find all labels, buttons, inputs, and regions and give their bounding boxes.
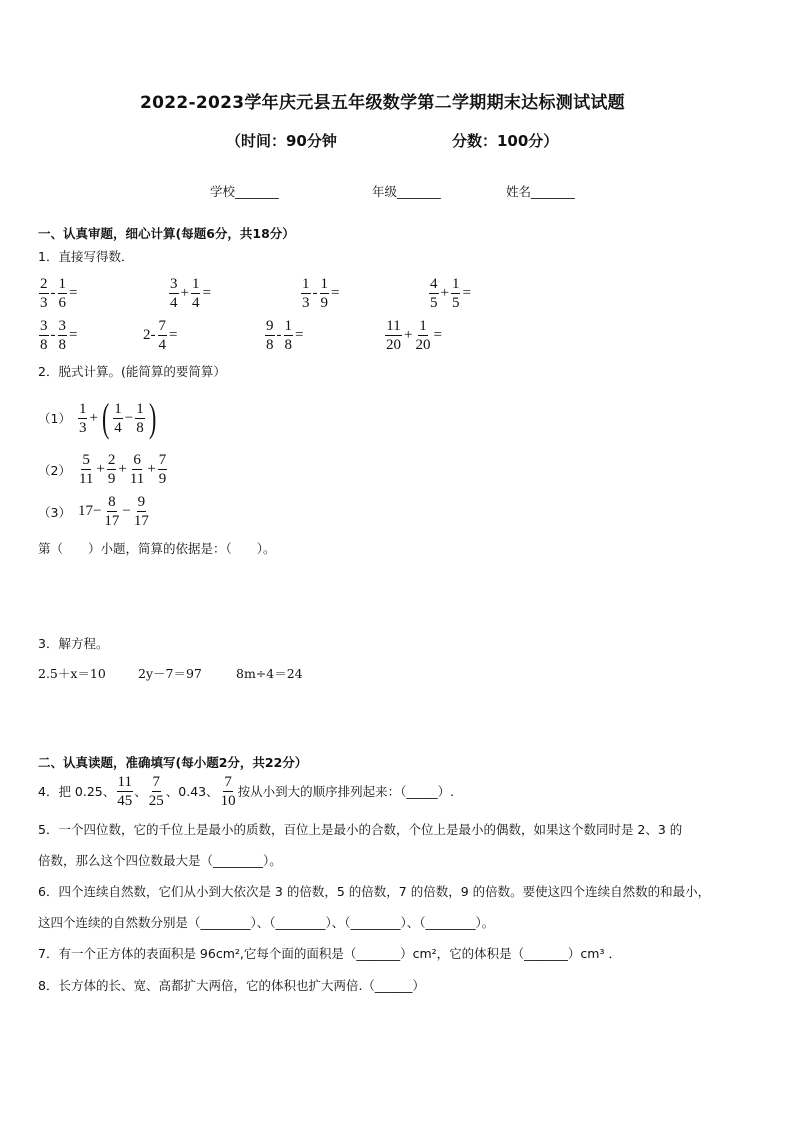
q1-item-7: $\frac{9}{8}$ - $\frac{1}{8}$ = [266,318,304,353]
q1-item-1: $\frac{2}{3}$ - $\frac{1}{6}$ = [40,276,78,311]
q1-item-3: $\frac{1}{3}$ - $\frac{1}{9}$ = [302,276,340,311]
q2-expression-3: （3） 17− $\frac{8}{17}$ − $\frac{9}{17}$ [38,494,149,529]
question-1-label: 1．直接写得数． [38,249,134,264]
q2-expression-1: （1） $\frac{1}{3}$ + ( $\frac{1}{4}$ − $\frac{1}{8}$ ) [38,395,157,440]
exam-time: （时间：90分钟 [226,132,337,150]
exam-score: 分数：100分） [452,132,559,150]
question-5-line-1: 5．一个四位数，它的千位上是最小的质数，百位上是最小的合数，个位上是最小的偶数，如果这个数同时是 2、3 的 [38,822,683,837]
section-2-heading: 二、认真读题，准确填写(每小题2分，共22分） [38,755,308,770]
q1-item-4: $\frac{4}{5}$ + $\frac{1}{5}$ = [430,276,471,311]
q2-note: 第（ ）小题，简算的依据是：（ ）。 [38,541,276,556]
name-field: 姓名_______ [506,184,575,199]
grade-field: 年级_______ [372,184,441,199]
page-title: 2022-2023学年庆元县五年级数学第二学期期末达标测试试题 [140,93,625,113]
question-7: 7．有一个正方体的表面积是 96cm²,它每个面的面积是（_______）cm²，它的体积是（_______）cm³ ． [38,946,621,961]
q3-equation-2: 2y－7＝97 [138,666,202,681]
section-1-heading: 一、认真审题，细心计算(每题6分，共18分） [38,226,295,241]
question-6-line-2: 这四个连续的自然数分别是（________）、（________）、（________）、（________）。 [38,915,495,930]
q1-item-2: $\frac{3}{4}$ + $\frac{1}{4}$ = [170,276,211,311]
q3-equation-1: 2.5＋x＝10 [38,666,106,681]
school-field: 学校_______ [210,184,279,199]
question-4: 4．把 0.25、 $\frac{11}{45}$ 、 $\frac{7}{25}$ 、0.43、 $\frac{7}{10}$ 按从小到大的顺序排列起来：（_____）. [38,774,455,809]
question-5-line-2: 倍数，那么这个四位数最大是（________）。 [38,853,282,868]
question-6-line-1: 6．四个连续自然数，它们从小到大依次是 3 的倍数，5 的倍数，7 的倍数，9 的倍数。要使这四个连续自然数的和最小， [38,884,711,899]
q3-equation-3: 8m÷4＝24 [236,666,303,681]
q1-item-8: $\frac{11}{20}$ + $\frac{1}{20}$ = [386,318,442,353]
question-2-label: 2．脱式计算。(能简算的要简算） [38,364,226,379]
q2-expression-2: （2） $\frac{5}{11}$ + $\frac{2}{9}$ + $\frac{6}{11}$ + $\frac{7}{9}$ [38,452,167,487]
question-3-label: 3．解方程。 [38,636,109,651]
q1-item-5: $\frac{3}{8}$ - $\frac{3}{8}$ = [40,318,78,353]
question-8: 8．长方体的长、宽、高都扩大两倍，它的体积也扩大两倍.（______） [38,978,425,993]
q1-item-6: 2- $\frac{7}{4}$ = [143,318,178,353]
